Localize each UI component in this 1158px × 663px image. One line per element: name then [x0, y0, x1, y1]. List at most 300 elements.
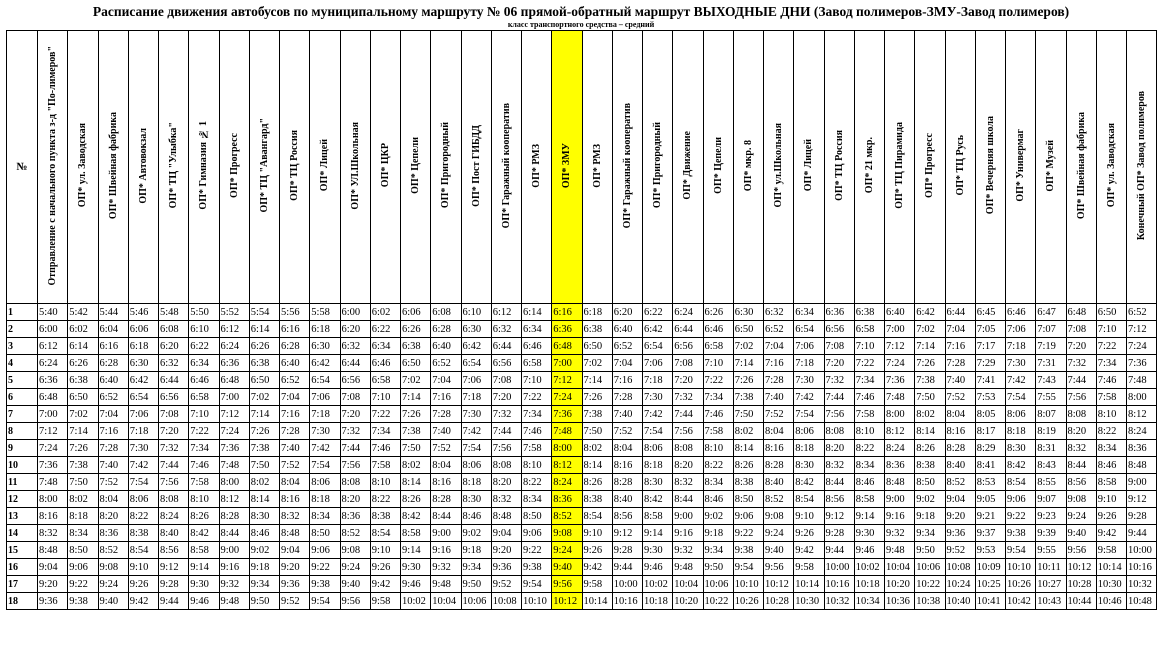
time-cell: 6:40: [612, 321, 642, 338]
time-cell: 6:38: [582, 321, 612, 338]
time-cell: 8:44: [824, 474, 854, 491]
time-cell: 7:00: [552, 355, 582, 372]
time-cell: 6:32: [764, 304, 794, 321]
time-cell: 9:04: [38, 559, 68, 576]
table-row: [7, 321, 1157, 338]
time-cell: 9:50: [703, 559, 733, 576]
time-cell: 7:50: [68, 474, 98, 491]
time-cell: 8:56: [612, 508, 642, 525]
time-cell: 6:54: [128, 389, 158, 406]
time-cell: 6:20: [340, 321, 370, 338]
time-cell: 7:44: [159, 457, 189, 474]
time-cell: 10:12: [764, 576, 794, 593]
time-cell: 8:40: [159, 525, 189, 542]
time-cell: 9:18: [461, 542, 491, 559]
time-cell: 7:16: [945, 338, 975, 355]
time-cell: 6:52: [764, 321, 794, 338]
column-header-stop: [643, 31, 673, 304]
time-cell: 9:28: [1127, 508, 1157, 525]
time-cell: 7:18: [461, 389, 491, 406]
time-cell: 8:22: [370, 491, 400, 508]
time-cell: 9:58: [582, 576, 612, 593]
time-cell: 6:48: [552, 338, 582, 355]
time-cell: 7:56: [1066, 389, 1096, 406]
time-cell: 8:34: [703, 474, 733, 491]
time-cell: 8:30: [643, 474, 673, 491]
time-cell: 7:18: [310, 406, 340, 423]
time-cell: 10:20: [885, 576, 915, 593]
time-cell: 6:40: [885, 304, 915, 321]
time-cell: 8:06: [310, 474, 340, 491]
time-cell: 7:48: [552, 423, 582, 440]
time-cell: 7:44: [1066, 372, 1096, 389]
time-cell: 8:06: [794, 423, 824, 440]
time-cell: 6:54: [794, 321, 824, 338]
time-cell: 7:00: [219, 389, 249, 406]
column-header-label: ОП* ЗМУ: [561, 142, 573, 189]
time-cell: 6:50: [68, 389, 98, 406]
time-cell: 8:52: [764, 491, 794, 508]
time-cell: 10:38: [915, 593, 945, 610]
time-cell: 9:04: [280, 542, 310, 559]
time-cell: 6:42: [915, 304, 945, 321]
time-cell: 7:52: [612, 423, 642, 440]
time-cell: 8:42: [794, 474, 824, 491]
column-header-label: ОП* РМЗ: [531, 143, 543, 188]
time-cell: 9:42: [794, 542, 824, 559]
time-cell: 8:30: [461, 491, 491, 508]
time-cell: 9:10: [794, 508, 824, 525]
time-cell: 7:42: [1006, 372, 1036, 389]
time-cell: 7:06: [128, 406, 158, 423]
time-cell: 7:54: [461, 440, 491, 457]
time-cell: 8:18: [643, 457, 673, 474]
time-cell: 6:48: [219, 372, 249, 389]
time-cell: 7:38: [68, 457, 98, 474]
time-cell: 9:48: [885, 542, 915, 559]
time-cell: 6:52: [98, 389, 128, 406]
time-cell: 10:30: [1096, 576, 1126, 593]
time-cell: 8:08: [824, 423, 854, 440]
time-cell: 7:46: [189, 457, 219, 474]
time-cell: 10:16: [612, 593, 642, 610]
time-cell: 9:26: [794, 525, 824, 542]
time-cell: 6:50: [1096, 304, 1126, 321]
column-header-label: ОП* Лицей: [803, 139, 815, 192]
time-cell: 7:06: [461, 372, 491, 389]
time-cell: 7:20: [340, 406, 370, 423]
time-cell: 6:24: [673, 304, 703, 321]
time-cell: 9:42: [582, 559, 612, 576]
time-cell: 7:40: [431, 423, 461, 440]
time-cell: 6:44: [159, 372, 189, 389]
time-cell: 9:50: [461, 576, 491, 593]
time-cell: 8:06: [128, 491, 158, 508]
time-cell: 9:54: [733, 559, 763, 576]
time-cell: 6:34: [794, 304, 824, 321]
time-cell: 8:26: [189, 508, 219, 525]
time-cell: 8:54: [128, 542, 158, 559]
time-cell: 7:42: [461, 423, 491, 440]
time-cell: 7:56: [159, 474, 189, 491]
column-header-stop: [68, 31, 98, 304]
column-header-stop: [159, 31, 189, 304]
column-header-stop: [38, 31, 68, 304]
time-cell: 10:22: [703, 593, 733, 610]
table-row: [7, 372, 1157, 389]
time-cell: 8:05: [975, 406, 1005, 423]
column-header-stop: [491, 31, 521, 304]
column-header-stop: [1006, 31, 1036, 304]
column-header-label: ОП* ул. Заводская: [77, 123, 89, 208]
time-cell: 8:16: [38, 508, 68, 525]
time-cell: 7:34: [189, 440, 219, 457]
column-header-stop: [885, 31, 915, 304]
time-cell: 7:58: [703, 423, 733, 440]
time-cell: 7:40: [764, 389, 794, 406]
column-header-label: ОП* УЛ.Школьная: [349, 121, 361, 210]
time-cell: 7:14: [915, 338, 945, 355]
time-cell: 7:50: [401, 440, 431, 457]
column-header-label: ОП* Гаражный кооператив: [500, 102, 512, 229]
time-cell: 7:08: [340, 389, 370, 406]
time-cell: 9:26: [582, 542, 612, 559]
time-cell: 9:38: [1006, 525, 1036, 542]
time-cell: 6:42: [461, 338, 491, 355]
time-cell: 7:04: [98, 406, 128, 423]
time-cell: 5:48: [159, 304, 189, 321]
time-cell: 8:40: [612, 491, 642, 508]
time-cell: 7:20: [673, 372, 703, 389]
time-cell: 10:10: [522, 593, 552, 610]
time-cell: 8:12: [219, 491, 249, 508]
time-cell: 8:32: [491, 491, 521, 508]
time-cell: 9:10: [582, 525, 612, 542]
time-cell: 8:58: [1096, 474, 1126, 491]
time-cell: 9:08: [764, 508, 794, 525]
time-cell: 8:32: [673, 474, 703, 491]
time-cell: 7:12: [219, 406, 249, 423]
time-cell: 7:14: [401, 389, 431, 406]
time-cell: 7:24: [38, 440, 68, 457]
time-cell: 6:58: [854, 321, 884, 338]
time-cell: 10:08: [491, 593, 521, 610]
time-cell: 7:26: [733, 372, 763, 389]
time-cell: 7:20: [159, 423, 189, 440]
time-cell: 10:10: [733, 576, 763, 593]
column-header-label: ОП* Прогресс: [228, 133, 240, 198]
time-cell: 8:10: [189, 491, 219, 508]
time-cell: 7:48: [885, 389, 915, 406]
time-cell: 6:58: [189, 389, 219, 406]
time-cell: 8:20: [491, 474, 521, 491]
row-number-cell: 17: [7, 576, 38, 593]
time-cell: 8:14: [733, 440, 763, 457]
column-header-label: ОП* Гимназия № 1: [198, 121, 210, 210]
time-cell: 7:02: [915, 321, 945, 338]
time-cell: 6:08: [159, 321, 189, 338]
time-cell: 7:10: [854, 338, 884, 355]
time-cell: 10:18: [643, 593, 673, 610]
time-cell: 10:26: [1006, 576, 1036, 593]
time-cell: 7:10: [522, 372, 552, 389]
time-cell: 7:20: [1066, 338, 1096, 355]
time-cell: 9:14: [643, 525, 673, 542]
row-number-cell: 7: [7, 406, 38, 423]
time-cell: 10:22: [915, 576, 945, 593]
time-cell: 10:16: [824, 576, 854, 593]
time-cell: 7:56: [673, 423, 703, 440]
time-cell: 9:22: [310, 559, 340, 576]
time-cell: 8:34: [522, 491, 552, 508]
time-cell: 7:04: [431, 372, 461, 389]
time-cell: 9:32: [885, 525, 915, 542]
time-cell: 8:34: [310, 508, 340, 525]
time-cell: 10:41: [975, 593, 1005, 610]
column-header-stop: [340, 31, 370, 304]
time-cell: 8:32: [1066, 440, 1096, 457]
time-cell: 8:26: [915, 440, 945, 457]
time-cell: 8:10: [854, 423, 884, 440]
time-cell: 6:22: [189, 338, 219, 355]
time-cell: 8:12: [1127, 406, 1157, 423]
row-number-cell: 1: [7, 304, 38, 321]
time-cell: 9:32: [219, 576, 249, 593]
time-cell: 7:30: [461, 406, 491, 423]
time-cell: 9:16: [673, 525, 703, 542]
time-cell: 6:56: [159, 389, 189, 406]
time-cell: 7:58: [1096, 389, 1126, 406]
time-cell: 9:28: [824, 525, 854, 542]
time-cell: 7:44: [673, 406, 703, 423]
time-cell: 7:06: [643, 355, 673, 372]
time-cell: 6:54: [310, 372, 340, 389]
time-cell: 8:06: [461, 457, 491, 474]
time-cell: 7:28: [612, 389, 642, 406]
time-cell: 7:02: [582, 355, 612, 372]
time-cell: 7:46: [1096, 372, 1126, 389]
time-cell: 10:14: [582, 593, 612, 610]
time-cell: 7:18: [794, 355, 824, 372]
time-cell: 9:22: [68, 576, 98, 593]
time-cell: 9:32: [673, 542, 703, 559]
time-cell: 9:56: [764, 559, 794, 576]
time-cell: 9:04: [491, 525, 521, 542]
time-cell: 7:58: [522, 440, 552, 457]
time-cell: 10:04: [885, 559, 915, 576]
time-cell: 8:24: [159, 508, 189, 525]
time-cell: 7:14: [68, 423, 98, 440]
time-cell: 8:00: [38, 491, 68, 508]
time-cell: 8:52: [552, 508, 582, 525]
time-cell: 9:20: [491, 542, 521, 559]
column-header-stop: [915, 31, 945, 304]
time-cell: 8:48: [1127, 457, 1157, 474]
time-cell: 9:34: [249, 576, 279, 593]
time-cell: 8:32: [824, 457, 854, 474]
row-number-cell: 11: [7, 474, 38, 491]
time-cell: 6:46: [522, 338, 552, 355]
time-cell: 8:30: [1006, 440, 1036, 457]
time-cell: 8:56: [824, 491, 854, 508]
time-cell: 8:52: [945, 474, 975, 491]
time-cell: 8:10: [370, 474, 400, 491]
column-header-stop: [249, 31, 279, 304]
time-cell: 9:10: [370, 542, 400, 559]
time-cell: 6:12: [219, 321, 249, 338]
time-cell: 7:34: [703, 389, 733, 406]
time-cell: 8:02: [68, 491, 98, 508]
time-cell: 8:19: [1036, 423, 1066, 440]
time-cell: 7:14: [733, 355, 763, 372]
time-cell: 7:08: [491, 372, 521, 389]
row-number-cell: 12: [7, 491, 38, 508]
document-subtitle: класс транспортного средства – средний: [507, 20, 655, 29]
time-cell: 7:36: [552, 406, 582, 423]
time-cell: 7:38: [915, 372, 945, 389]
time-cell: 7:38: [401, 423, 431, 440]
time-cell: 8:14: [401, 474, 431, 491]
time-cell: 9:18: [703, 525, 733, 542]
time-cell: 7:18: [643, 372, 673, 389]
time-cell: 7:34: [370, 423, 400, 440]
time-cell: 7:06: [794, 338, 824, 355]
time-cell: 6:45: [975, 304, 1005, 321]
time-cell: 9:12: [1127, 491, 1157, 508]
time-cell: 7:54: [1006, 389, 1036, 406]
time-cell: 8:32: [38, 525, 68, 542]
time-cell: 6:58: [522, 355, 552, 372]
time-cell: 9:58: [1096, 542, 1126, 559]
time-cell: 9:12: [159, 559, 189, 576]
time-cell: 8:02: [401, 457, 431, 474]
time-cell: 5:58: [310, 304, 340, 321]
time-cell: 8:08: [159, 491, 189, 508]
time-cell: 6:18: [582, 304, 612, 321]
time-cell: 6:06: [401, 304, 431, 321]
row-number-cell: 10: [7, 457, 38, 474]
column-header-stop: [1096, 31, 1126, 304]
time-cell: 7:12: [1127, 321, 1157, 338]
time-cell: 8:48: [38, 542, 68, 559]
time-cell: 7:02: [249, 389, 279, 406]
time-cell: 8:44: [219, 525, 249, 542]
time-cell: 8:42: [401, 508, 431, 525]
time-cell: 6:38: [854, 304, 884, 321]
column-header-label: ОП* Гаражный кооператив: [621, 102, 633, 229]
time-cell: 6:32: [491, 321, 521, 338]
time-cell: 8:50: [522, 508, 552, 525]
time-cell: 9:30: [189, 576, 219, 593]
time-cell: 6:56: [491, 355, 521, 372]
time-cell: 10:36: [885, 593, 915, 610]
time-cell: 7:58: [370, 457, 400, 474]
time-cell: 8:28: [945, 440, 975, 457]
time-cell: 8:22: [703, 457, 733, 474]
time-cell: 6:10: [461, 304, 491, 321]
time-cell: 6:34: [522, 321, 552, 338]
time-cell: 6:46: [189, 372, 219, 389]
time-cell: 8:46: [703, 491, 733, 508]
column-header-stop: [370, 31, 400, 304]
time-cell: 8:52: [340, 525, 370, 542]
time-cell: 8:40: [764, 474, 794, 491]
table-row: [7, 508, 1157, 525]
time-cell: 7:26: [68, 440, 98, 457]
time-cell: 9:40: [552, 559, 582, 576]
time-cell: 8:46: [249, 525, 279, 542]
time-cell: 6:04: [98, 321, 128, 338]
column-header-number: №: [7, 31, 38, 304]
time-cell: 9:24: [1066, 508, 1096, 525]
table-row: [7, 304, 1157, 321]
column-header-label: ОП* Прогресс: [924, 133, 936, 198]
time-cell: 7:24: [1127, 338, 1157, 355]
time-cell: 7:46: [703, 406, 733, 423]
schedule-table: [6, 30, 1157, 610]
time-cell: 5:46: [128, 304, 158, 321]
time-cell: 8:14: [915, 423, 945, 440]
time-cell: 6:54: [643, 338, 673, 355]
time-cell: 7:36: [885, 372, 915, 389]
time-cell: 6:50: [733, 321, 763, 338]
time-cell: 9:38: [522, 559, 552, 576]
time-cell: 7:32: [673, 389, 703, 406]
time-cell: 9:22: [733, 525, 763, 542]
time-cell: 7:40: [280, 440, 310, 457]
time-cell: 8:22: [522, 474, 552, 491]
time-cell: 8:10: [703, 440, 733, 457]
time-cell: 10:28: [1066, 576, 1096, 593]
time-cell: 9:20: [945, 508, 975, 525]
time-cell: 9:28: [159, 576, 189, 593]
time-cell: 7:29: [975, 355, 1005, 372]
column-header-stop: [945, 31, 975, 304]
time-cell: 10:32: [1127, 576, 1157, 593]
time-cell: 6:48: [38, 389, 68, 406]
time-cell: 9:46: [401, 576, 431, 593]
time-cell: 8:28: [431, 491, 461, 508]
time-cell: 8:56: [159, 542, 189, 559]
time-cell: 9:38: [733, 542, 763, 559]
table-row: [7, 355, 1157, 372]
column-header-label: ОП* ТЦ Россия: [289, 130, 301, 201]
column-header-label: ОП* Движение: [682, 131, 694, 200]
time-cell: 8:28: [764, 457, 794, 474]
column-header-label: ОП* Универмаг: [1015, 129, 1027, 202]
time-cell: 7:24: [552, 389, 582, 406]
column-header-stop: [128, 31, 158, 304]
time-cell: 5:52: [219, 304, 249, 321]
time-cell: 7:02: [733, 338, 763, 355]
table-row: [7, 559, 1157, 576]
time-cell: 10:48: [1127, 593, 1157, 610]
table-row: [7, 576, 1157, 593]
column-header-stop: [582, 31, 612, 304]
time-cell: 9:40: [340, 576, 370, 593]
time-cell: 6:52: [1127, 304, 1157, 321]
time-cell: 8:18: [461, 474, 491, 491]
column-header-label: ОП* Вечерняя школа: [984, 116, 996, 215]
time-cell: 7:18: [1006, 338, 1036, 355]
time-cell: 7:10: [703, 355, 733, 372]
time-cell: 7:22: [370, 406, 400, 423]
time-cell: 8:02: [733, 423, 763, 440]
time-cell: 10:10: [1006, 559, 1036, 576]
time-cell: 7:48: [1127, 372, 1157, 389]
table-row: [7, 593, 1157, 610]
time-cell: 8:48: [885, 474, 915, 491]
